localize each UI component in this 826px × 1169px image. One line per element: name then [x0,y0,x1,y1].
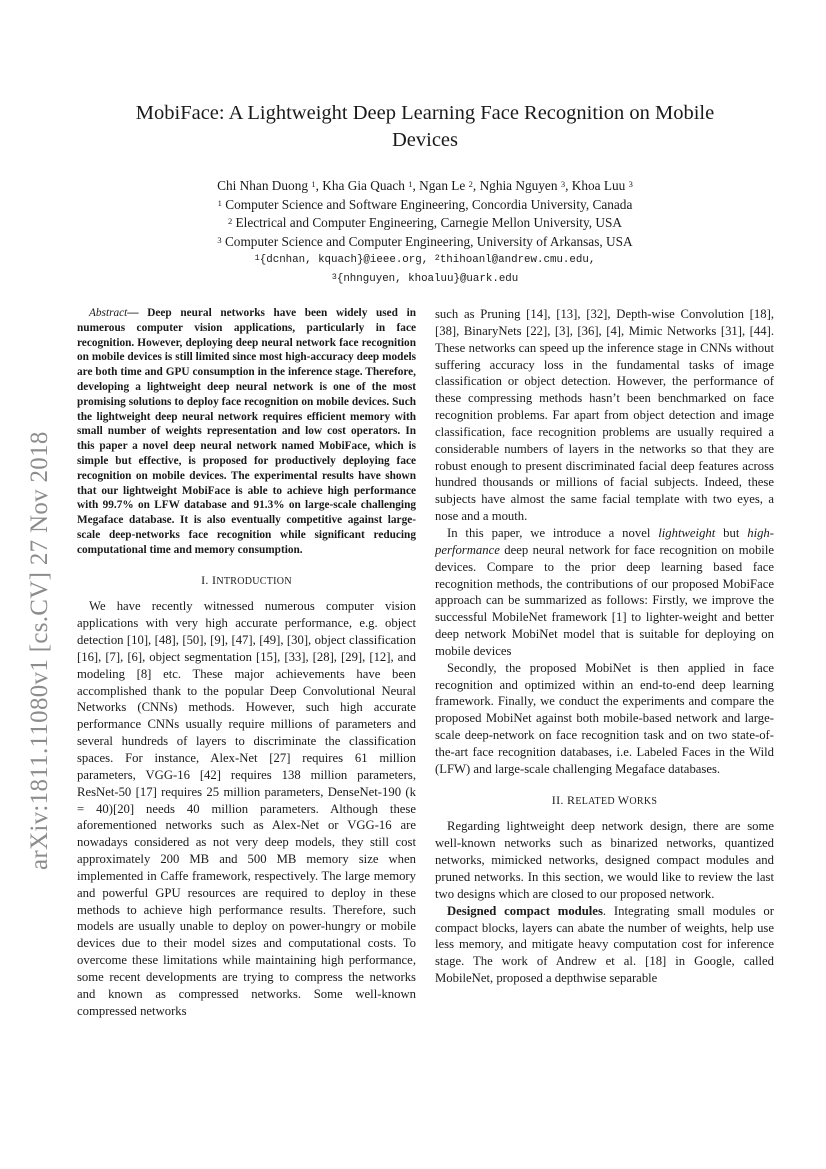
author-aff: 2 [468,179,473,189]
author-aff: 1 [408,179,413,189]
section-num: I. [201,572,213,587]
right-column [435,306,774,987]
author-block [80,177,770,288]
emphasis-text: lightweight [658,525,716,540]
abstract [77,306,416,558]
section-num: II. [551,792,567,807]
author-name: Ngan Le [419,178,466,193]
affiliation-2 [80,214,770,233]
email-aff: 2 [434,253,440,263]
left-column [77,306,416,1019]
section-first-letter: I [212,572,217,587]
author-name: Chi Nhan Duong [217,178,308,193]
author-aff: 3 [560,179,566,189]
emphasis-text: high-performance [435,525,775,557]
email-text: thihoanl@andrew.cmu.edu, [439,254,596,266]
section-rest: NTRODUCTION [216,575,292,587]
text-run: deep neural network for face recognition on mobile devices. Compare to the prior deep learning based face recognition methods, the contributions of our proposed MobiFace approach can be summarized as follows: Firstly, we improve the successful MobileNet framework [1] to lighter-weight and better deep network MobiNet model that is suitable for deploying on mobile devices [435,542,774,658]
title-line-2: Devices [391,129,459,151]
bold-lead: Designed compact modules [447,903,603,918]
arxiv-watermark: arXiv:1811.11080v1 [cs.CV] 27 Nov 2018 [26,431,53,870]
email-aff: 1 [254,253,260,263]
author-name: Kha Gia Quach [322,178,405,193]
abstract-label: Abstract [89,307,128,319]
body-paragraph: Secondly, the proposed MobiNet is then applied in face recognition and optimized within an end-to-end deep learning framework. Finally, we conduct the experiments and compare the proposed MobiNet against both mobile-based network and large-scale deep-network on face recognition task and on two state-of-the-art face recognition databases, i.e. Labeled Faces in the Wild (LFW) and large-scale challenging Megaface databases. [435,660,774,776]
related-paragraph [435,903,774,987]
related-paragraph: Regarding lightweight deep network design, there are some well-known networks such as binarized networks, quantized networks, mimicked networks, designed compact modules and pruned networks. In this section, we would like to review the last two designs which are closed to our proposed network. [435,819,774,901]
text-run: but [715,525,748,540]
section-first-letter: R [567,792,576,807]
email-text: {dcnhan, kquach}@ieee.org, [259,254,435,266]
emails-line-1 [80,251,770,270]
aff-text: Computer Science and Software Engineering, Concordia University, Canada [225,196,633,212]
body-paragraph: such as Pruning [14], [13], [32], Depth-wise Convolution [18], [38], BinaryNets [22], [3], [36], [4], Mimic Networks [31], [44]. These networks can speed up the inference stage in CNNs without suffering accuracy loss in the fundamental tasks of image classification or object detection. However, the performance of these compressing methods hasn’t been benchmarked on face recognition problems. Far apart from object detection and image classification, face recognition problems are usually required a considerable numbers of layers in the networks so that they are robust enough to present discriminated facial deep features across hundred thousands or millions of facial subjects. Indeed, these subjects have almost the same facial template with two eyes, a nose and a mouth. [435,307,774,524]
author-name: Khoa Luu [571,178,626,193]
author-aff: 3 [628,179,633,189]
aff-number: 3 [217,234,222,245]
emails-line-2 [80,270,770,289]
abstract-text: — Deep neural networks have been widely used in numerous computer vision applications, particularly in face recognition. However, deploying deep neural network face recognition on mobile devices is still limited since most high-accuracy deep models are both time and GPU consumption in the inference stage. Therefore, developing a lightweight deep neural network is one of the most promising solutions to deploy face recognition on mobile devices. Such the lightweight deep neural network requires efficient memory with small number of weights representation and low cost operators. In this paper a novel deep neural network named MobiFace, which is simple but effective, is proposed for productively deploying face recognition on mobile devices. The experimental results have shown that our lightweight MobiFace is able to achieve high performance with 99.7% on LFW database and 91.3% on large-scale challenging Megaface database. It is also eventually competitive against large-scale deep-networks face recognition while significant reducing computational time and memory consumption. [77,307,416,556]
aff-number: 1 [217,197,222,208]
text-run: . Integrating small modules or compact blocks, layers can abate the number of weights, help use less memory, and mitigate heavy computation cost for inference stage. The work of Andrew et al. [18] in Google, called MobileNet, proposed a depthwise separable [435,903,775,986]
author-aff: 1 [311,179,316,189]
title-line-1: MobiFace: A Lightweight Deep Learning Face Recognition on Mobile [135,102,715,124]
email-aff: 3 [331,271,337,282]
contribution-paragraph [435,525,774,660]
aff-text: Computer Science and Computer Engineering, University of Arkansas, USA [224,233,633,249]
section-first-letter: W [617,792,630,807]
email-text: {nhnguyen, khoaluu}@uark.edu [336,272,519,285]
author-list: Chi Nhan Duong $^1$, Kha Gia Quach $^1$, Ngan Le $^2$, Nghia Nguyen $^3$, Khoa Luu $^3$ [217,178,633,193]
affiliation-3 [80,233,770,252]
section-rest: ORKS [629,795,658,807]
section-heading-introduction [77,572,416,591]
affiliation-1 [80,196,770,215]
text-run: In this paper, we introduce a novel [447,525,659,540]
intro-paragraph: We have recently witnessed numerous computer vision applications with very high accurate performance, e.g. object detection [10], [48], [50], [9], [47], [49], [30], object classification [16], [7], [6], object segmentation [15], [33], [28], [29], [12], and modeling [8] etc. These major achievements have been accomplished thank to the popular Deep Convolutional Neural Networks (CNNs) methods. However, such high accurate performance CNNs usually require millions of parameters and several hundreds of layers to discriminate the classification spaces. For instance, Alex-Net [27] requires 61 million parameters, VGG-16 [42] requires 138 million parameters, ResNet-50 [17] requires 25 million parameters, DenseNet-190 (k = 40)[20] needs 40 million parameters. Although these aforementioned networks such as Alex-Net or VGG-16 are nowadays considered as not very deep models, they still cost approximately 200 MB and 500 MB memory size when implemented in Caffe framework, respectively. The large memory and powerful GPU resources are required to deploy in these methods to achieve high performance results. Therefore, such models are usually unable to deploy on power-hungry or mobile devices due to their model sizes and computational costs. To overcome these limitations while maintaining high performance, some recent developments are trying to compress the networks and known as compressed networks. Some well-known compressed networks [77,599,416,1018]
aff-text: Electrical and Computer Engineering, Carnegie Mellon University, USA [235,215,623,230]
paper-title [80,100,770,154]
section-rest: ELATED [575,795,618,807]
aff-number: 2 [227,216,233,226]
section-heading-related-works [435,792,774,811]
author-name: Nghia Nguyen [479,178,558,193]
